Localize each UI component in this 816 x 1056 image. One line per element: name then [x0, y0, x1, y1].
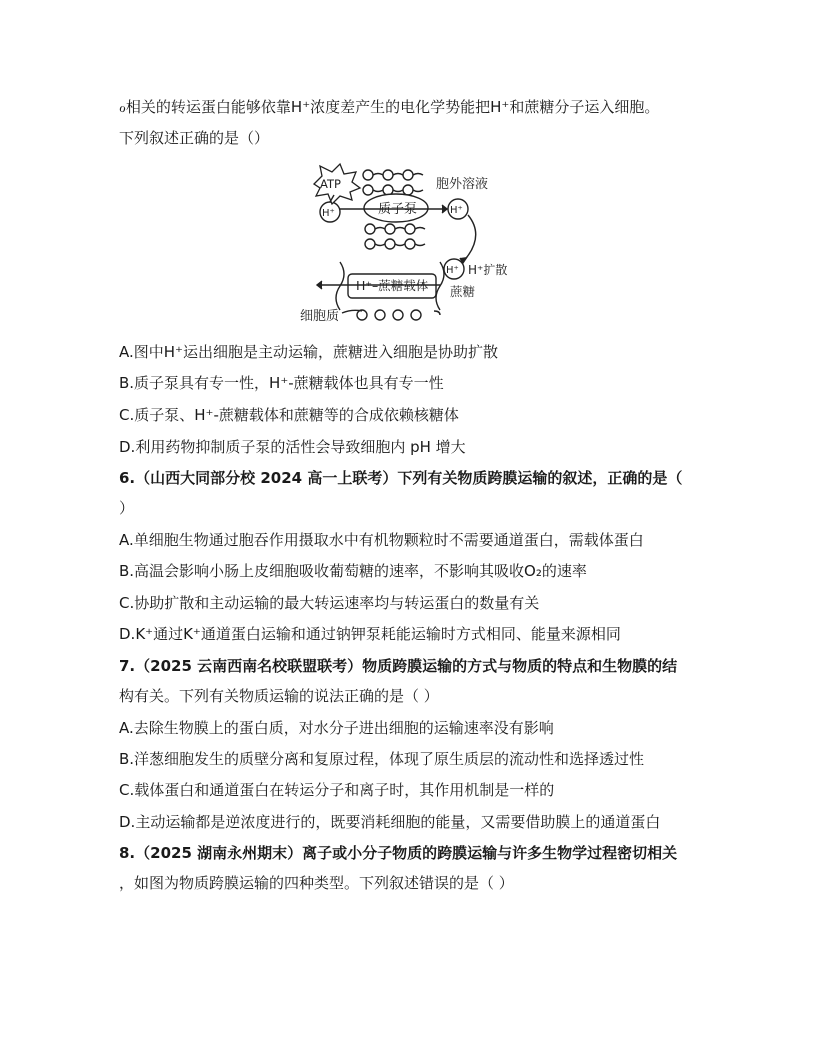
carrier-label: H⁺–蔗糖载体: [356, 278, 429, 293]
q6-option-b: B.高温会影响小肠上皮细胞吸收葡萄糖的速率，不影响其吸收O₂的速率: [119, 562, 587, 580]
intro-line-2: 下列叙述正确的是（）: [119, 129, 270, 147]
cytoplasm-label: 细胞质: [300, 309, 340, 324]
proton-pump-label: 质子泵: [378, 202, 418, 217]
q7-stem-line-2: 构有关。下列有关物质运输的说法正确的是（ ）: [119, 687, 439, 705]
q7-option-a: A.去除生物膜上的蛋白质，对水分子进出细胞的运输速率没有影响: [119, 719, 554, 737]
q7-stem-line-1: 7.（2025 云南西南名校联盟联考）物质跨膜运输的方式与物质的特点和生物膜的结: [119, 657, 678, 675]
diffusion-arrow: [462, 215, 476, 263]
membrane-transport-figure: [300, 162, 530, 332]
q6-option-a: A.单细胞生物通过胞吞作用摄取水中有机物颗粒时不需要通道蛋白，需载体蛋白: [119, 531, 644, 549]
q8-stem-line-1: 8.（2025 湖南永州期末）离子或小分子物质的跨膜运输与许多生物学过程密切相关: [119, 844, 678, 862]
q5-option-c: C.质子泵、H⁺-蔗糖载体和蔗糖等的合成依赖核糖体: [119, 406, 459, 424]
h-bottom-label: H⁺: [446, 265, 459, 276]
q5-option-b: B.质子泵具有专一性，H⁺-蔗糖载体也具有专一性: [119, 374, 444, 392]
intro-line-1: ℴ相关的转运蛋白能够依靠H⁺浓度差产生的电化学势能把H⁺和蔗糖分子运入细胞。: [119, 98, 660, 116]
q7-option-d: D.主动运输都是逆浓度进行的，既要消耗细胞的能量，又需要借助膜上的通道蛋白: [119, 813, 661, 831]
h-right-label: H⁺: [450, 205, 463, 216]
q6-option-c: C.协助扩散和主动运输的最大转运速率均与转运蛋白的数量有关: [119, 594, 540, 612]
atp-label: ATP: [320, 177, 341, 191]
q7-option-b: B.洋葱细胞发生的质壁分离和复原过程，体现了原生质层的流动性和选择透过性: [119, 750, 645, 768]
q6-stem-line-1: 6.（山西大同部分校 2024 高一上联考）下列有关物质跨膜运输的叙述，正确的是（: [119, 469, 683, 487]
h-diffusion-label: H⁺扩散: [468, 263, 508, 277]
h-left-label: H⁺: [322, 208, 335, 219]
q7-option-c: C.载体蛋白和通道蛋白在转运分子和离子时，其作用机制是一样的: [119, 781, 555, 799]
q6-stem-line-2: ）: [119, 499, 135, 517]
q6-option-d: D.K⁺通过K⁺通道蛋白运输和通过钠钾泵耗能运输时方式相同、能量来源相同: [119, 625, 621, 643]
sucrose-label: 蔗糖: [450, 284, 476, 299]
extracellular-label: 胞外溶液: [436, 177, 489, 192]
q5-option-a: A.图中H⁺运出细胞是主动运输，蔗糖进入细胞是协助扩散: [119, 343, 498, 361]
q5-option-d: D.利用药物抑制质子泵的活性会导致细胞内 pH 增大: [119, 438, 466, 456]
q8-stem-line-2: ，如图为物质跨膜运输的四种类型。下列叙述错误的是（ ）: [119, 874, 514, 892]
lower-membrane-lipids: [342, 310, 440, 320]
